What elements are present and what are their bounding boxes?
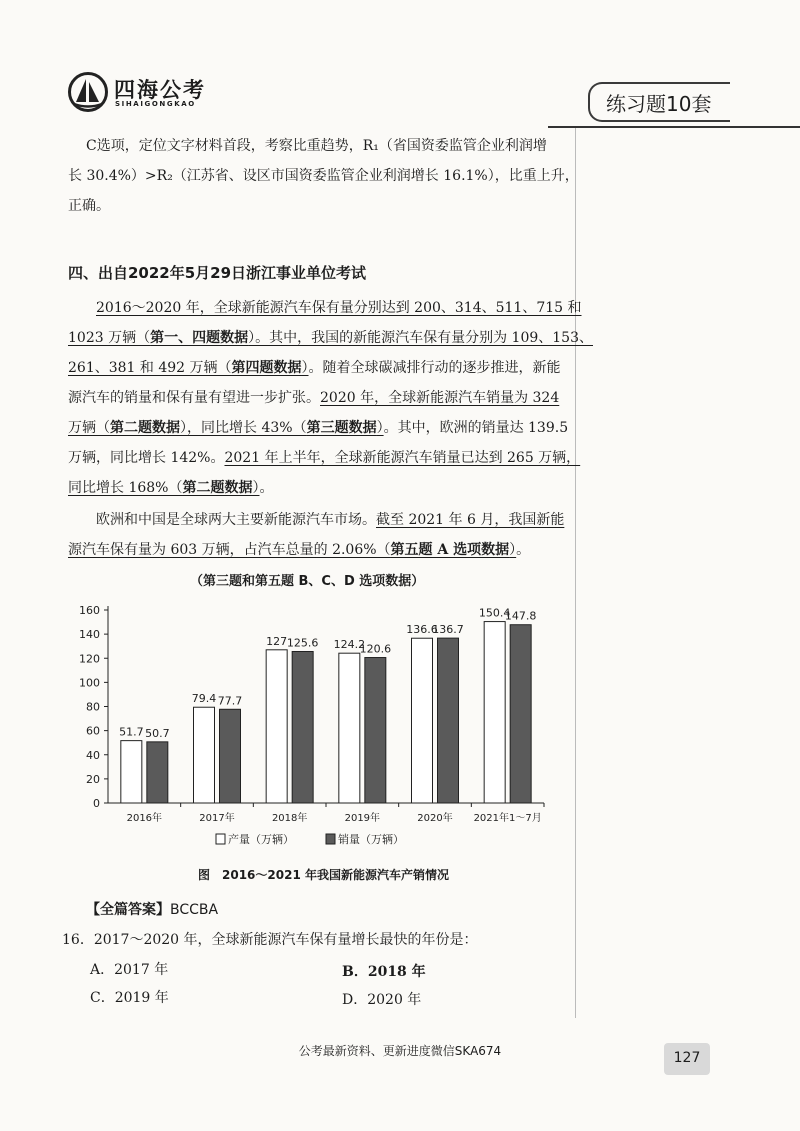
para1-l5-e: ） bbox=[376, 420, 384, 436]
para1-l6-text: 万辆，同比增长 142%。 bbox=[68, 450, 225, 466]
para1-l5-a: 万辆（ bbox=[68, 420, 110, 436]
y-tick-label: 120 bbox=[79, 652, 100, 666]
header-divider bbox=[548, 126, 800, 128]
para1-l7-bold: 第二题数据 bbox=[182, 480, 253, 496]
para2-l2-a: 源汽车保有量为 603 万辆，占汽车总量的 2.06%（ bbox=[68, 542, 391, 558]
section-title: 四、出自2022年5月29日浙江事业单位考试 bbox=[68, 264, 367, 282]
para2-line-2 bbox=[68, 535, 530, 565]
para1-l7-c: ） bbox=[252, 480, 260, 496]
data-label: 127 bbox=[266, 634, 288, 648]
data-label: 50.7 bbox=[145, 726, 170, 740]
x-tick-label: 2017年 bbox=[199, 813, 235, 824]
question-text: 16．2017～2020 年，全球新能源汽车保有量增长最快的年份是： bbox=[62, 932, 478, 948]
legend-label: 产量（万辆） bbox=[228, 833, 294, 846]
para1-l3-rest: 。随着全球碳减排行动的逐步推进，新能 bbox=[308, 360, 561, 376]
footer-note: 公考最新资料、更新进度微信SKA674 bbox=[298, 1044, 502, 1058]
para1-l7-a: 同比增长 168%（ bbox=[68, 480, 183, 496]
bar-production bbox=[121, 741, 142, 803]
bar-sales bbox=[292, 651, 313, 803]
x-tick-label: 2016年 bbox=[126, 813, 163, 824]
bar-production bbox=[339, 653, 360, 803]
para1-line-2 bbox=[68, 323, 593, 353]
legend-swatch bbox=[216, 834, 225, 844]
para2-l2-bold: 第五题 A 选项数据 bbox=[390, 542, 510, 558]
bar-sales bbox=[365, 658, 386, 803]
bar-sales bbox=[438, 638, 459, 803]
para2-l1-underlined: 截至 2021 年 6 月，我国新能 bbox=[376, 512, 565, 528]
option-b[interactable]: B．2018 年 bbox=[342, 964, 426, 980]
para2-l2-end: 。 bbox=[516, 542, 531, 558]
para1-l2-bold: 第一、四题数据 bbox=[150, 330, 249, 346]
y-tick-label: 0 bbox=[93, 797, 100, 810]
para1-l7-end: 。 bbox=[259, 480, 274, 496]
para1-line-5 bbox=[68, 413, 568, 443]
data-label: 150.4 bbox=[478, 606, 511, 620]
option-c[interactable]: C．2019 年 bbox=[90, 990, 169, 1006]
page-number-badge bbox=[664, 1043, 710, 1075]
bar-production bbox=[484, 622, 505, 803]
option-d[interactable]: D．2020 年 bbox=[342, 992, 422, 1008]
para1-line-3 bbox=[68, 353, 561, 383]
legend-swatch bbox=[326, 834, 335, 844]
chart-note: （第三题和第五题 B、C、D 选项数据） bbox=[190, 574, 425, 589]
data-label: 125.6 bbox=[286, 636, 319, 650]
answer-label: 【全篇答案】 bbox=[86, 902, 170, 918]
data-label: 136.7 bbox=[432, 623, 464, 637]
para1-l5-bold2: 第三题数据 bbox=[306, 420, 377, 436]
para1-l5-bold1: 第二题数据 bbox=[110, 420, 180, 436]
y-tick-label: 20 bbox=[86, 772, 100, 786]
margin-rule bbox=[575, 128, 576, 1018]
data-label: 77.7 bbox=[217, 694, 243, 708]
bar-sales bbox=[147, 742, 168, 803]
y-tick-label: 100 bbox=[79, 676, 100, 690]
bar-production bbox=[412, 638, 433, 803]
para2-line-1 bbox=[96, 505, 564, 535]
y-tick-label: 160 bbox=[79, 604, 100, 617]
para1-l2-text: 1023 万辆（ bbox=[68, 330, 151, 346]
bar-sales bbox=[510, 625, 531, 803]
option-a[interactable]: A．2017 年 bbox=[90, 962, 169, 978]
x-tick-label: 2019年 bbox=[344, 813, 381, 824]
y-tick-label: 140 bbox=[79, 628, 100, 642]
chart-caption: 图 2016～2021 年我国新能源汽车产销情况 bbox=[198, 868, 449, 882]
exercise-set-label: 练习题10套 bbox=[606, 92, 712, 116]
para2-l1-text: 欧洲和中国是全球两大主要新能源汽车市场。 bbox=[96, 512, 376, 528]
answer-value: BCCBA bbox=[170, 902, 219, 918]
data-label: 79.4 bbox=[191, 692, 217, 706]
para1-line-6 bbox=[68, 443, 580, 473]
exercise-set-tab bbox=[588, 82, 730, 122]
para1-line-7 bbox=[68, 473, 273, 503]
bar-production bbox=[194, 707, 215, 803]
answer-line bbox=[86, 895, 218, 925]
intro-line-2: 长 30.4%）>R₂（江苏省、设区市国资委监管企业利润增长 16.1%），比重上升， bbox=[68, 168, 579, 184]
data-label: 51.7 bbox=[119, 725, 144, 739]
x-tick-label: 2018年 bbox=[271, 813, 308, 824]
para1-l3-bold: 第四题数据 bbox=[231, 360, 302, 376]
para1-l1-underlined: 2016～2020 年，全球新能源汽车保有量分别达到 200、314、511、715 和 bbox=[96, 300, 582, 316]
para1-line-4 bbox=[68, 383, 559, 413]
bar-chart bbox=[70, 598, 560, 860]
logo-title: 四海公考 bbox=[114, 78, 206, 102]
y-tick-label: 60 bbox=[86, 724, 100, 738]
bar-production bbox=[266, 650, 287, 803]
intro-line-3: 正确。 bbox=[68, 198, 110, 214]
y-tick-label: 40 bbox=[86, 748, 100, 762]
x-tick-label: 2021年1～7月 bbox=[473, 813, 542, 824]
para1-l4-underlined: 2020 年，全球新能源汽车销量为 324 bbox=[320, 390, 560, 406]
data-label: 124.2 bbox=[333, 638, 366, 652]
y-tick-label: 80 bbox=[86, 700, 100, 714]
para1-line-1 bbox=[96, 293, 582, 323]
para1-l3-text: 261、381 和 492 万辆（ bbox=[68, 360, 232, 376]
para1-l3-close: ） bbox=[301, 360, 309, 376]
sailboat-logo-icon bbox=[68, 72, 108, 112]
x-tick-label: 2020年 bbox=[417, 813, 453, 824]
logo-subtitle: SIHAIGONGKAO bbox=[115, 100, 196, 108]
para2-l2-c: ） bbox=[509, 542, 517, 558]
para1-l4-text: 源汽车的销量和保有量有望进一步扩张。 bbox=[68, 390, 320, 406]
data-label: 147.8 bbox=[504, 609, 537, 623]
page-number: 127 bbox=[673, 1050, 701, 1066]
bar-sales bbox=[220, 709, 241, 803]
intro-line-1: C选项，定位文字材料首段，考察比重趋势，R₁（省国资委监管企业利润增 bbox=[86, 138, 547, 154]
para1-l5-rest: 。其中，欧洲的销量达 139.5 bbox=[383, 420, 569, 436]
data-label: 136.6 bbox=[406, 623, 438, 637]
para1-l5-c: ），同比增长 43%（ bbox=[180, 420, 307, 436]
para1-l6-underlined: 2021 年上半年，全球新能源汽车销量已达到 265 万辆， bbox=[224, 450, 581, 466]
data-label: 120.6 bbox=[359, 642, 392, 656]
legend-label: 销量（万辆） bbox=[338, 833, 404, 846]
para1-l2-rest: ）。其中，我国的新能源汽车保有量分别为 109、153、 bbox=[248, 330, 593, 346]
